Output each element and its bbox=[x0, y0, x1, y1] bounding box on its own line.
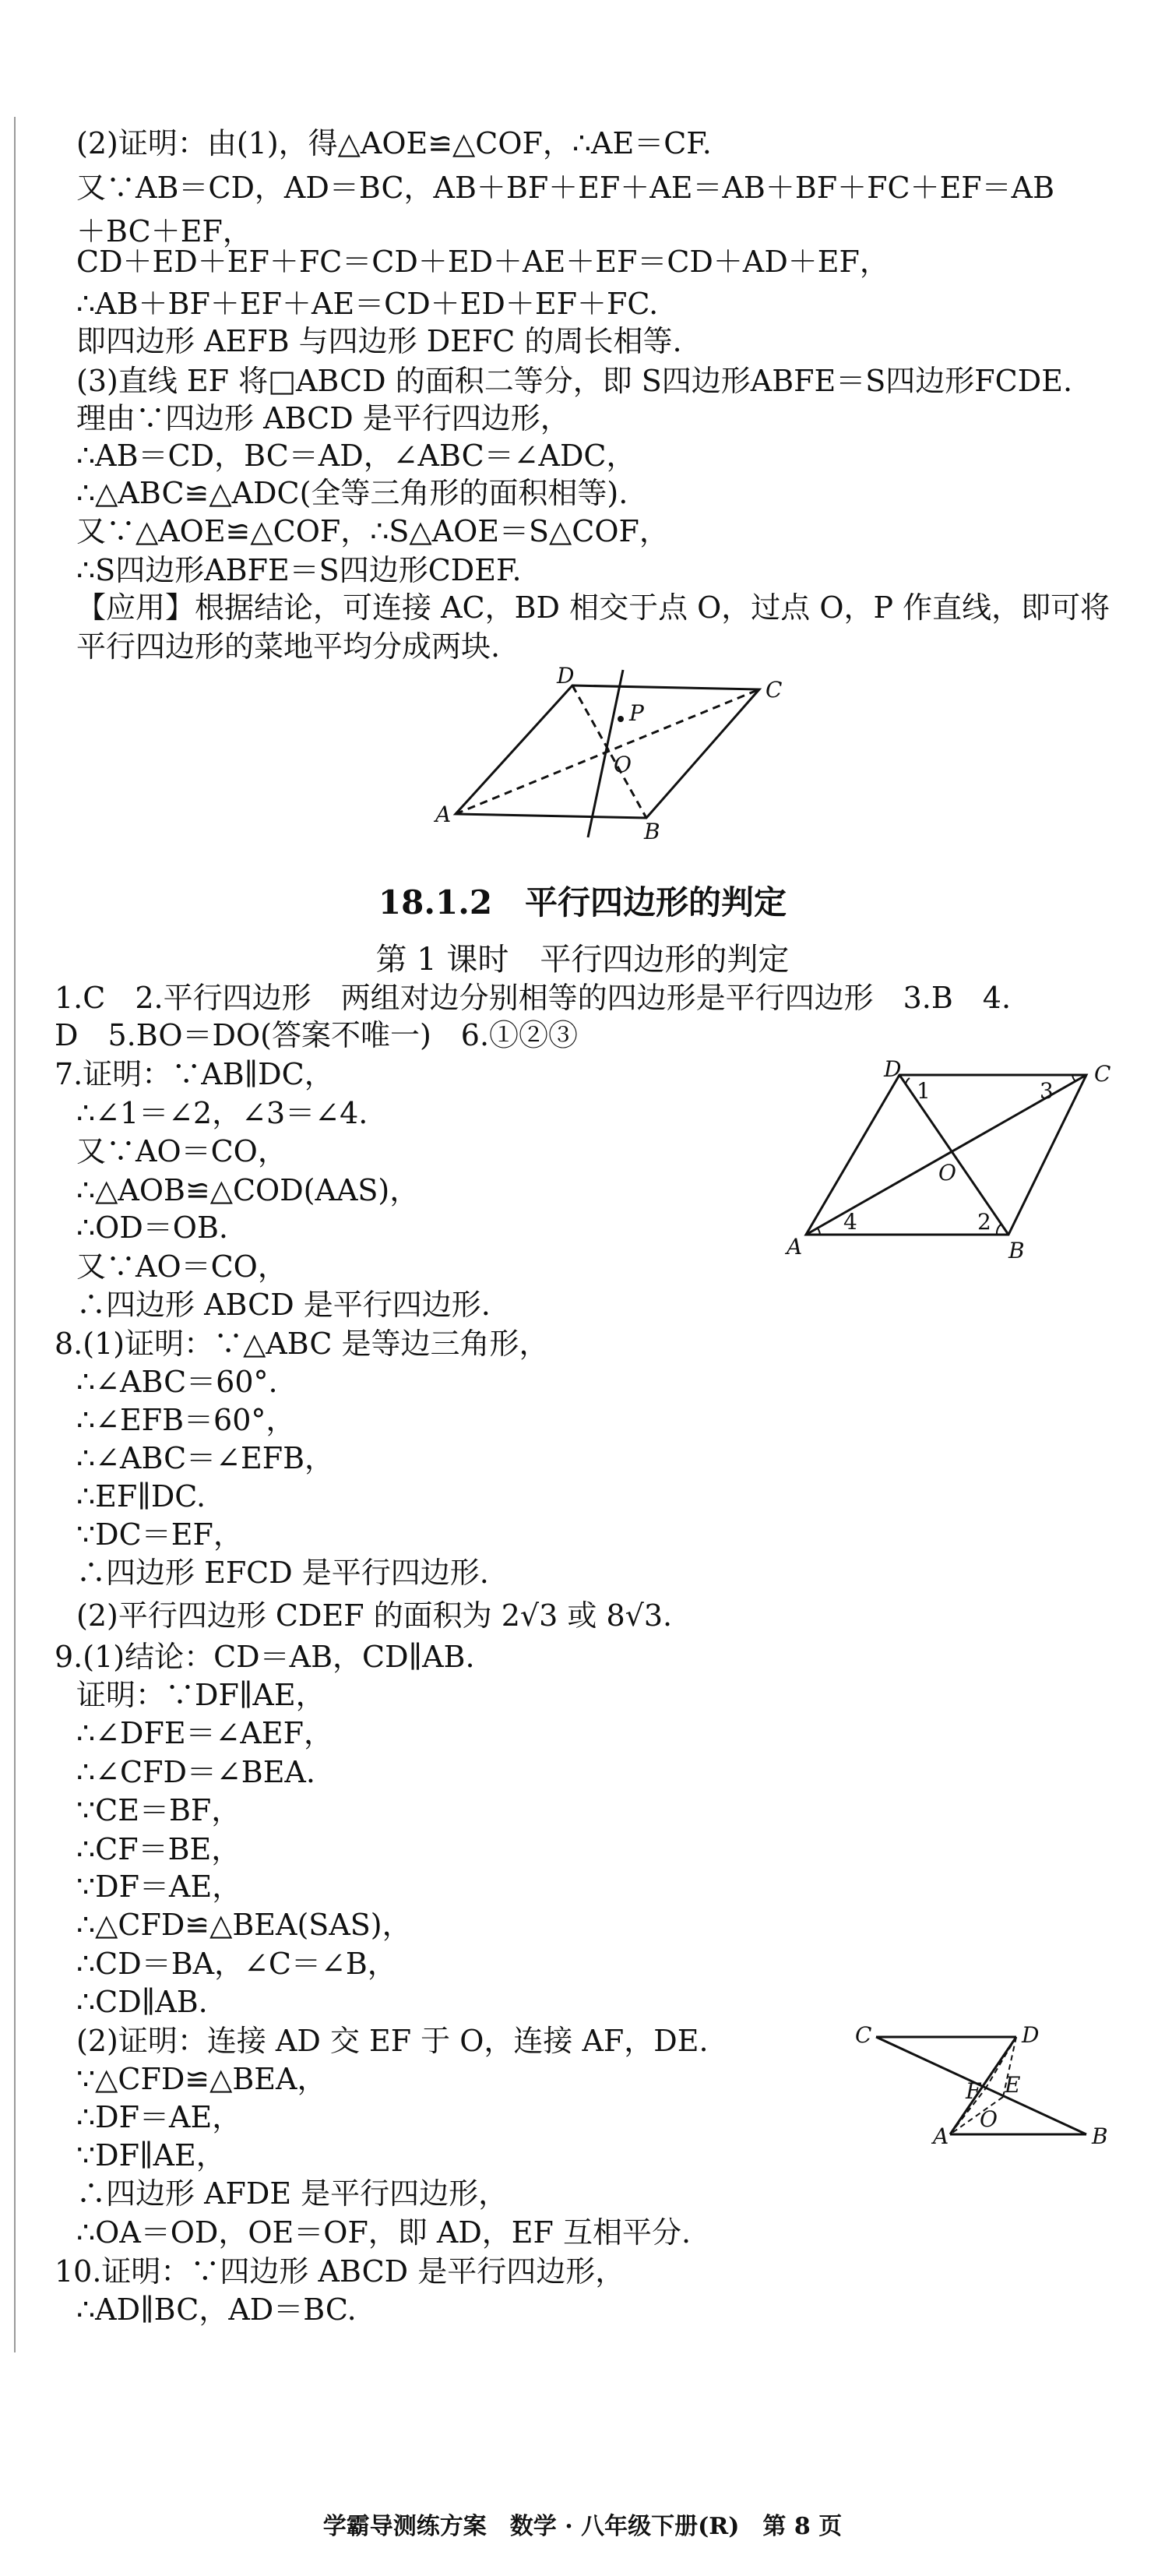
text-line: ∴DF＝AE， bbox=[76, 2100, 242, 2134]
label-o: O bbox=[938, 1160, 956, 1186]
text-line: 理由∵四边形 ABCD 是平行四边形， bbox=[76, 401, 570, 435]
text-line: ∴AB＋BF＋EF＋AE＝CD＋ED＋EF＋FC. bbox=[76, 287, 659, 321]
text-line: ∴四边形 EFCD 是平行四边形. bbox=[76, 1556, 489, 1590]
text-line: 即四边形 AEFB 与四边形 DEFC 的周长相等. bbox=[76, 324, 682, 358]
label-p: P bbox=[629, 700, 644, 726]
page-margin-line bbox=[14, 117, 16, 2352]
text-line: D 5.BO＝DO(答案不唯一) 6.①②③ bbox=[55, 1018, 579, 1052]
text-line: 又∵AB＝CD，AD＝BC，AB＋BF＋EF＋AE＝AB＋BF＋FC＋EF＝AB bbox=[76, 171, 1055, 205]
text-line: (3)直线 EF 将□ABCD 的面积二等分，即 S四边形ABFE＝S四边形FCDE. bbox=[76, 364, 1073, 398]
label-angle-1: 1 bbox=[917, 1078, 931, 1104]
text-line: ∴S四边形ABFE＝S四边形CDEF. bbox=[76, 553, 522, 587]
label-angle-2: 2 bbox=[977, 1209, 991, 1235]
text-line: (2)证明：由(1)，得△AOE≌△COF，∴AE＝CF. bbox=[76, 126, 712, 160]
page-footer: 学霸导测练方案 数学 · 八年级下册(R) 第 8 页 bbox=[322, 2513, 843, 2540]
text-line: ∴OD＝OB. bbox=[76, 1210, 228, 1245]
text-line: ∴CD∥AB. bbox=[76, 1985, 208, 2019]
text-line: ＋BC＋EF， bbox=[76, 214, 252, 248]
text-line: 8.(1)证明：∵△ABC 是等边三角形， bbox=[55, 1327, 549, 1361]
text-line: 平行四边形的菜地平均分成两块. bbox=[76, 629, 501, 664]
text-line: ∴△CFD≌△BEA(SAS)， bbox=[76, 1908, 412, 1942]
label-e: E bbox=[1005, 2072, 1021, 2098]
text-line: 又∵△AOE≌△COF，∴S△AOE＝S△COF， bbox=[76, 514, 669, 548]
label-a: A bbox=[787, 1234, 803, 1260]
text-line: 又∵AO＝CO， bbox=[76, 1134, 287, 1168]
text-line: ∴∠1＝∠2，∠3＝∠4. bbox=[76, 1096, 368, 1130]
label-o: O bbox=[614, 752, 632, 777]
text-line: ∴∠CFD＝∠BEA. bbox=[76, 1755, 315, 1789]
label-angle-4: 4 bbox=[843, 1209, 857, 1235]
text-line: ∴四边形 AFDE 是平行四边形， bbox=[76, 2176, 509, 2211]
text-line: ∴OA＝OD，OE＝OF，即 AD，EF 互相平分. bbox=[76, 2215, 692, 2250]
label-a: A bbox=[435, 802, 452, 827]
text-line: ∵△CFD≌△BEA， bbox=[76, 2062, 327, 2096]
text-line: ∴∠ABC＝∠EFB， bbox=[76, 1441, 335, 1475]
label-d: D bbox=[1022, 2022, 1040, 2048]
figure-parallelogram-angles bbox=[783, 1056, 1133, 1263]
text-line: ∴AB＝CD，BC＝AD，∠ABC＝∠ADC， bbox=[76, 439, 636, 473]
text-line: 7.证明：∵AB∥DC， bbox=[55, 1057, 334, 1091]
text-line: ∴△ABC≌△ADC(全等三角形的面积相等). bbox=[76, 476, 628, 510]
section-title: 18.1.2 平行四边形的判定 bbox=[378, 883, 787, 922]
text-line: 1.C 2.平行四边形 两组对边分别相等的四边形是平行四边形 3.B 4. bbox=[55, 981, 1012, 1015]
text-line: ∴∠EFB＝60°， bbox=[76, 1403, 296, 1437]
figure-parallelogram-p bbox=[432, 663, 798, 844]
label-b: B bbox=[644, 819, 660, 844]
text-line: ∵CE＝BF， bbox=[76, 1793, 241, 1827]
text-line: 9.(1)结论：CD＝AB，CD∥AB. bbox=[55, 1640, 475, 1674]
label-a: A bbox=[933, 2123, 949, 2149]
text-line: (2)证明：连接 AD 交 EF 于 O，连接 AF，DE. bbox=[76, 2024, 709, 2058]
figure-cd-ab bbox=[849, 2017, 1114, 2154]
label-angle-3: 3 bbox=[1040, 1078, 1054, 1104]
text-line: ∴EF∥DC. bbox=[76, 1479, 206, 1514]
text-line: ∴CF＝BE， bbox=[76, 1832, 241, 1866]
label-b: B bbox=[1092, 2123, 1108, 2149]
text-line: 又∵AO＝CO， bbox=[76, 1249, 287, 1284]
label-c: C bbox=[766, 677, 783, 703]
text-line: ∵DC＝EF， bbox=[76, 1517, 243, 1552]
label-b: B bbox=[1008, 1238, 1025, 1263]
text-line: 证明：∵DF∥AE， bbox=[76, 1678, 326, 1712]
text-line: ∴AD∥BC，AD＝BC. bbox=[76, 2292, 357, 2327]
label-c: C bbox=[855, 2022, 872, 2048]
label-o: O bbox=[980, 2106, 998, 2132]
text-line: ∴△AOB≌△COD(AAS)， bbox=[76, 1173, 420, 1207]
label-d: D bbox=[557, 663, 575, 689]
label-c: C bbox=[1094, 1061, 1111, 1087]
text-line: ∴CD＝BA，∠C＝∠B， bbox=[76, 1947, 397, 1981]
text-line: (2)平行四边形 CDEF 的面积为 2√3 或 8√3. bbox=[76, 1598, 673, 1633]
text-line: ∴∠DFE＝∠AEF， bbox=[76, 1716, 333, 1750]
text-line: ∴四边形 ABCD 是平行四边形. bbox=[76, 1288, 491, 1322]
text-line: ∵DF＝AE， bbox=[76, 1869, 242, 1904]
text-line: ∴∠ABC＝60°. bbox=[76, 1365, 278, 1399]
text-line: 10.证明：∵四边形 ABCD 是平行四边形， bbox=[55, 2254, 625, 2289]
label-f: F bbox=[966, 2078, 981, 2104]
text-line: 【应用】根据结论，可连接 AC，BD 相交于点 O，过点 O，P 作直线，即可将 bbox=[76, 590, 1110, 625]
lesson-title: 第 1 课时 平行四边形的判定 bbox=[375, 942, 790, 978]
text-line: ∵DF∥AE， bbox=[76, 2138, 226, 2173]
text-line: CD＋ED＋EF＋FC＝CD＋ED＋AE＋EF＝CD＋AD＋EF， bbox=[76, 245, 889, 279]
label-d: D bbox=[884, 1056, 902, 1082]
